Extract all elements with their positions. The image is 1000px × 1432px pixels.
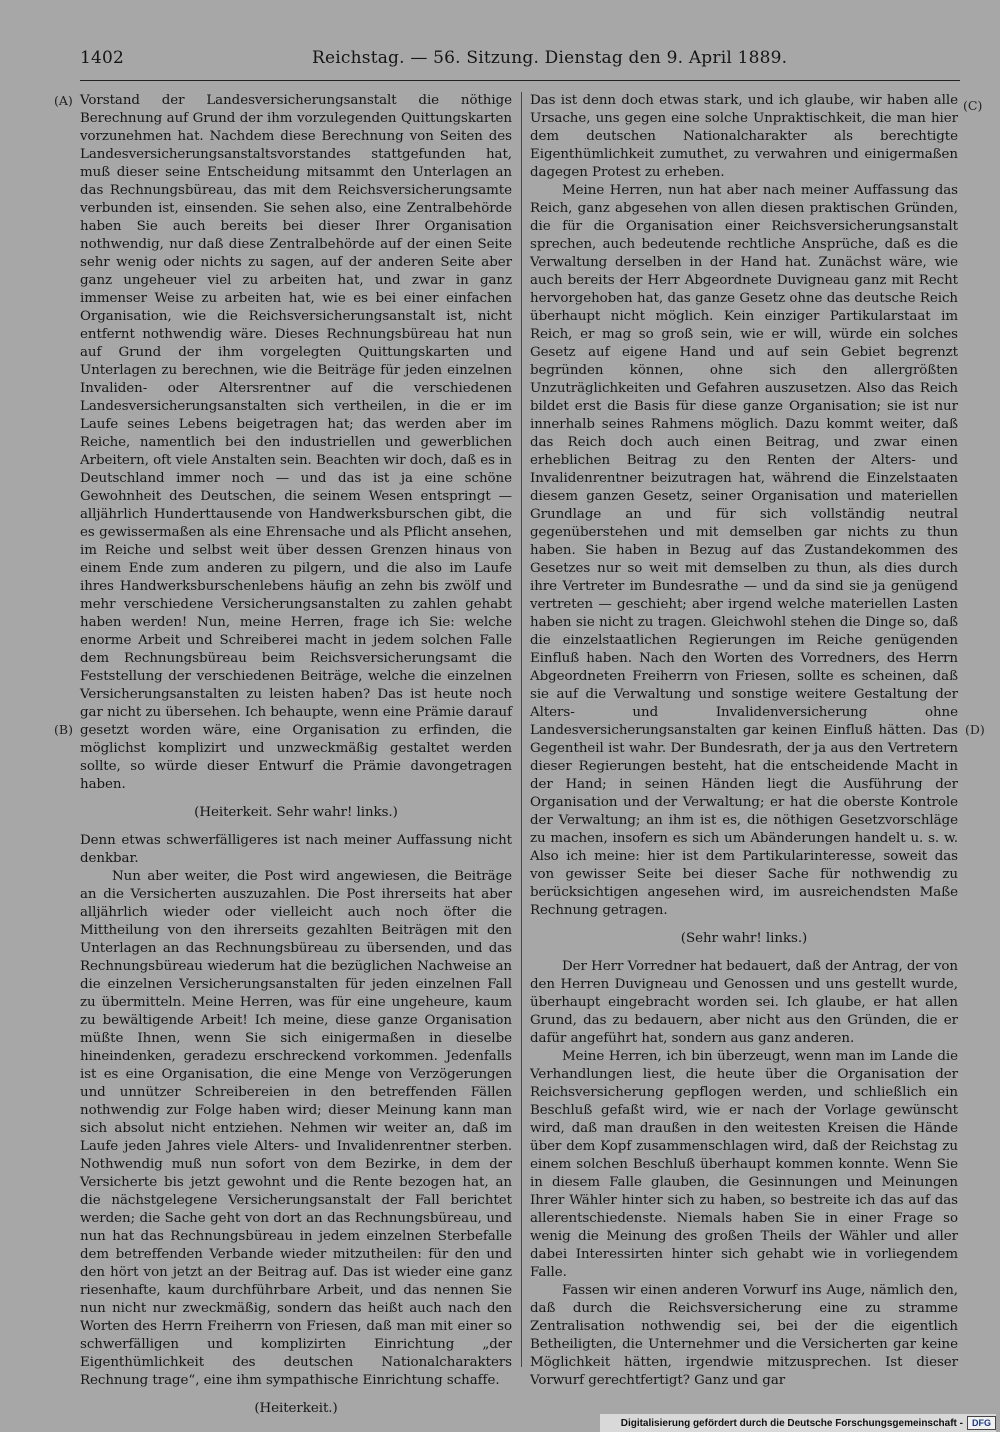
paragraph: Das ist denn doch etwas stark, und ich glaube, wir haben alle Ursache, uns gegen eine solche Unpraktischkeit, die man hier dem deutschen Nationalcharakter als berechtigte Eigenthümlichkeit zumuthet, zu verwahren und einigermaßen dagegen Protest zu erheben.: [530, 93, 958, 180]
paragraph: Nun aber weiter, die Post wird angewiesen, die Beiträge an die Versicherten auszuzahlen. Die Post ihrerseits hat aber alljährlich wieder oder vielleicht auch noch öfter die Mittheilung von den ihrerseits gezahlten Beiträgen mit den Unterlagen an das Rechnungsbüreau zu übersenden, und das Rechnungsbüreau wiederum hat die bezüglichen Nachweise an die einzelnen Versicherungsanstalten für jeden einzelnen Fall zu übermitteln. Meine Herren, was für eine ungeheure, kaum zu bewältigende Arbeit! Ich meine, diese ganze Organisation müßte Ihnen, wenn Sie sich einigermaßen in dieselbe hineindenken, geradezu erschreckend vorkommen. Jedenfalls ist es eine Organisation, die eine Menge von Verzögerungen und unnützer Schreibereien in den betreffenden Fällen nothwendig zur Folge haben wird; dieser Meinung kann man sich absolut nicht entziehen. Nehmen wir weiter an, daß im Laufe jeden Jahres viele Alters- und Invalidenrentner sterben. Nothwendig muß nun sofort von dem Bezirke, in dem der Versicherte bis jetzt gewohnt und die Rente bezogen hat, an die nächstgelegene Versicherungsanstalt der Fall berichtet werden; die Sache geht von dort an das Rechnungsbüreau, und nun hat das Rechnungsbüreau in jedem einzelnen Sterbefalle dem betreffenden Verbande wieder mitzutheilen: für den und den hört von jetzt an der Beitrag auf. Das ist wieder eine ganz riesenhafte, kaum durchführbare Arbeit, und das nennen Sie nun nicht nur zweckmäßig, sondern das heißt auch nach den Worten des Herrn Freiherrn von Friesen, daß man mit einer so schwerfälligen und komplizirten Einrichtung „der Eigenthümlichkeit des deutschen Nationalcharakters Rechnung trage“, eine ihm sympathische Einrichtung schaffe.: [80, 869, 512, 1388]
digitization-footer: [600, 1414, 996, 1432]
dfg-logo-icon: DFG: [967, 1416, 996, 1430]
interjection: (Heiterkeit. Sehr wahr! links.): [194, 805, 398, 820]
margin-marker-a: (A): [54, 93, 73, 108]
page-header: [80, 44, 960, 72]
margin-marker-c: (C): [963, 98, 983, 113]
column-divider: [521, 92, 522, 1367]
margin-marker-b: (B): [54, 722, 73, 737]
paragraph: Denn etwas schwerfälligeres ist nach meiner Auffassung nicht denkbar.: [80, 833, 512, 866]
margin-marker-d: (D): [965, 722, 985, 737]
paragraph: Der Herr Vorredner hat bedauert, daß der Antrag, der von den Herren Duvigneau und Genossen und uns gestellt wurde, überhaupt eingebracht worden sei. Ich glaube, er hat allen Grund, das zu bedauern, aber nicht aus den Gründen, die er dafür angeführt hat, sondern aus ganz anderen.: [530, 959, 958, 1046]
paragraph: Vorstand der Landesversicherungsanstalt die nöthige Berechnung auf Grund der ihm vorzulegenden Quittungskarten vorzunehmen hat. Nachdem diese Berechnung von Seiten des Landesversicherungsanstaltsvorstandes stattgefunden hat, muß dieser seine Entscheidung mitsammt den Unterlagen an das Rechnungsbüreau, das mit dem Reichsversicherungsamte verbunden ist, einsenden. Sie sehen also, eine Zentralbehörde haben Sie auch bereits bei dieser Ihrer Organisation nothwendig, nur daß diese Zentralbehörde auf der einen Seite sehr wenig oder nichts zu sagen, auf der anderen Seite aber ganz ungeheuer viel zu arbeiten hat, und zwar in ganz immenser Weise zu arbeiten hat, wie es bei einer einfachen Organisation, wie die Reichsversicherungsanstalt ist, nicht entfernt nothwendig wäre. Dieses Rechnungsbüreau hat nun auf Grund der ihm vorgelegten Quittungskarten und Unterlagen zu berechnen, wie die Beiträge für jeden einzelnen Invaliden- oder Altersrentner auf die verschiedenen Landesversicherungsanstalten sich vertheilen, in die er im Laufe seines Lebens beigetragen hat; das werden aber im Reiche, namentlich bei den industriellen und gewerblichen Arbeitern, oft viele Anstalten sein. Beachten wir doch, daß es in Deutschland immer noch — und das ist ja eine schöne Gewohnheit des Deutschen, die seinem Wesen entspringt — alljährlich Hunderttausende von Handwerksburschen gibt, die es gewissermaßen als eine Ehrensache und als Pflicht ansehen, im Reiche und selbst weit über dessen Grenzen hinaus von einem Ende zum anderen zu pilgern, und die also im Laufe ihres Handwerksburschenlebens häufig an zehn bis zwölf und mehr verschiedene Versicherungsanstalten zu zahlen gehabt haben werden! Nun, meine Herren, frage ich Sie: welche enorme Arbeit und Schreiberei macht in jedem solchen Falle dem Rechnungsbüreau beim Reichsversicherungsamt die Feststellung der verschiedenen Beiträge, welche die einzelnen Versicherungsanstalten zu leisten haben? Das ist heute noch gar nicht zu übersehen. Ich behaupte, wenn eine Prämie darauf gesetzt worden wäre, eine Organisation zu erfinden, die möglichst komplizirt und unzweckmäßig gestaltet werden sollte, so würde dieser Entwurf die Prämie davongetragen haben.: [80, 93, 512, 792]
running-title: Reichstag. — 56. Sitzung. Dienstag den 9. April 1889.: [312, 48, 788, 68]
paragraph: Meine Herren, ich bin überzeugt, wenn man im Lande die Verhandlungen liest, die heute über die Organisation der Reichsversicherung gepflogen werden, und schließlich ein Beschluß gefaßt wird, wie er nach der Vorlage gewünscht wird, daß man draußen in den weitesten Kreisen die Hände über dem Kopf zusammenschlagen wird, daß der Reichstag zu einem solchen Beschluß überhaupt kommen konnte. Wenn Sie in diesem Falle glauben, die Gesinnungen und Meinungen Ihrer Wähler hinter sich zu haben, so bestreite ich das auf das allerentschiedenste. Niemals haben Sie in einer Frage so wenig die Meinung des großen Theils der Wähler und aller dabei Interessirten hinter sich gehabt wie in vorliegendem Falle.: [530, 1049, 958, 1280]
left-column: [80, 92, 512, 1428]
paragraph: Meine Herren, nun hat aber nach meiner Auffassung das Reich, ganz abgesehen von allen diesen praktischen Gründen, die für die Organisation einer Reichsversicherungsanstalt sprechen, auch bedeutende rechtliche Ansprüche, daß es die Verwaltung derselben in der Hand hat. Zunächst wäre, wie auch bereits der Herr Abgeordnete Duvigneau ganz mit Recht hervorgehoben hat, das ganze Gesetz ohne das deutsche Reich überhaupt nicht möglich. Kein einziger Partikularstaat im Reich, er mag so groß sein, wie er will, würde ein solches Gesetz auf eigene Hand und auf sein Gebiet begrenzt begründen können, ohne sich den allergrößten Unzuträglichkeiten und Gefahren auszusetzen. Also das Reich bildet erst die Basis für diese ganze Organisation; sie ist nur innerhalb seines Rahmens möglich. Dazu kommt weiter, daß das Reich doch auch einen Beitrag, und zwar einen erheblichen Beitrag zu den Renten der Alters- und Invalidenrentner beizutragen hat, während die Einzelstaaten diesem ganzen Gesetz, seiner Organisation und materiellen Grundlage an und für sich vollständig neutral gegenüberstehen und mit demselben gar nichts zu thun haben. Sie haben in Bezug auf das Zustandekommen des Gesetzes nur so weit mit demselben zu thun, als dies durch ihre Vertreter im Bundesrathe — und da sind sie ja genügend vertreten — geschieht; aber irgend welche materiellen Lasten haben sie nicht zu tragen. Gleichwohl stehen die Dinge so, daß die einzelstaatlichen Regierungen im Reiche genügenden Einfluß haben. Nach den Worten des Vorredners, des Herrn Abgeordneten Freiherrn von Friesen, sollte es scheinen, daß sie auf die Verwaltung und sonstige weitere Gestaltung der Alters- und Invalidenversicherung ohne Landesversicherungsanstalten gar keinen Einfluß hätten. Das Gegentheil ist wahr. Der Bundesrath, der ja aus den Vertretern dieser Regierungen besteht, hat die entscheidende Macht in der Hand; in seinen Händen liegt die Ausführung der Organisation und der Verwaltung; er hat die oberste Kontrole der Verwaltung; an ihm ist es, die nöthigen Gesetzvorschläge zu machen, insofern es sich um Abänderungen handelt u. s. w. Also ich meine: hier ist dem Partikularinteresse, soweit das von gewisser Seite bei dieser Sache für nothwendig zu berücksichtigen angesehen wird, im ausreichendsten Maße Rechnung getragen.: [530, 183, 958, 918]
header-rule: [80, 80, 960, 81]
footer-credit: Digitalisierung gefördert durch die Deutsche Forschungsgemeinschaft -: [620, 1417, 963, 1429]
page-number: 1402: [80, 48, 125, 68]
paragraph: Fassen wir einen anderen Vorwurf ins Auge, nämlich den, daß durch die Reichsversicherung eine zu stramme Zentralisation nothwendig sei, bei der die eigentlich Betheiligten, die Unternehmer und die Versicherten gar keine Möglichkeit hätten, irgendwie mitzusprechen. Ist dieser Vorwurf gerechtfertigt? Ganz und gar: [530, 1283, 958, 1388]
interjection: (Sehr wahr! links.): [680, 931, 808, 946]
right-column: [530, 92, 958, 1390]
interjection: (Heiterkeit.): [254, 1401, 338, 1416]
